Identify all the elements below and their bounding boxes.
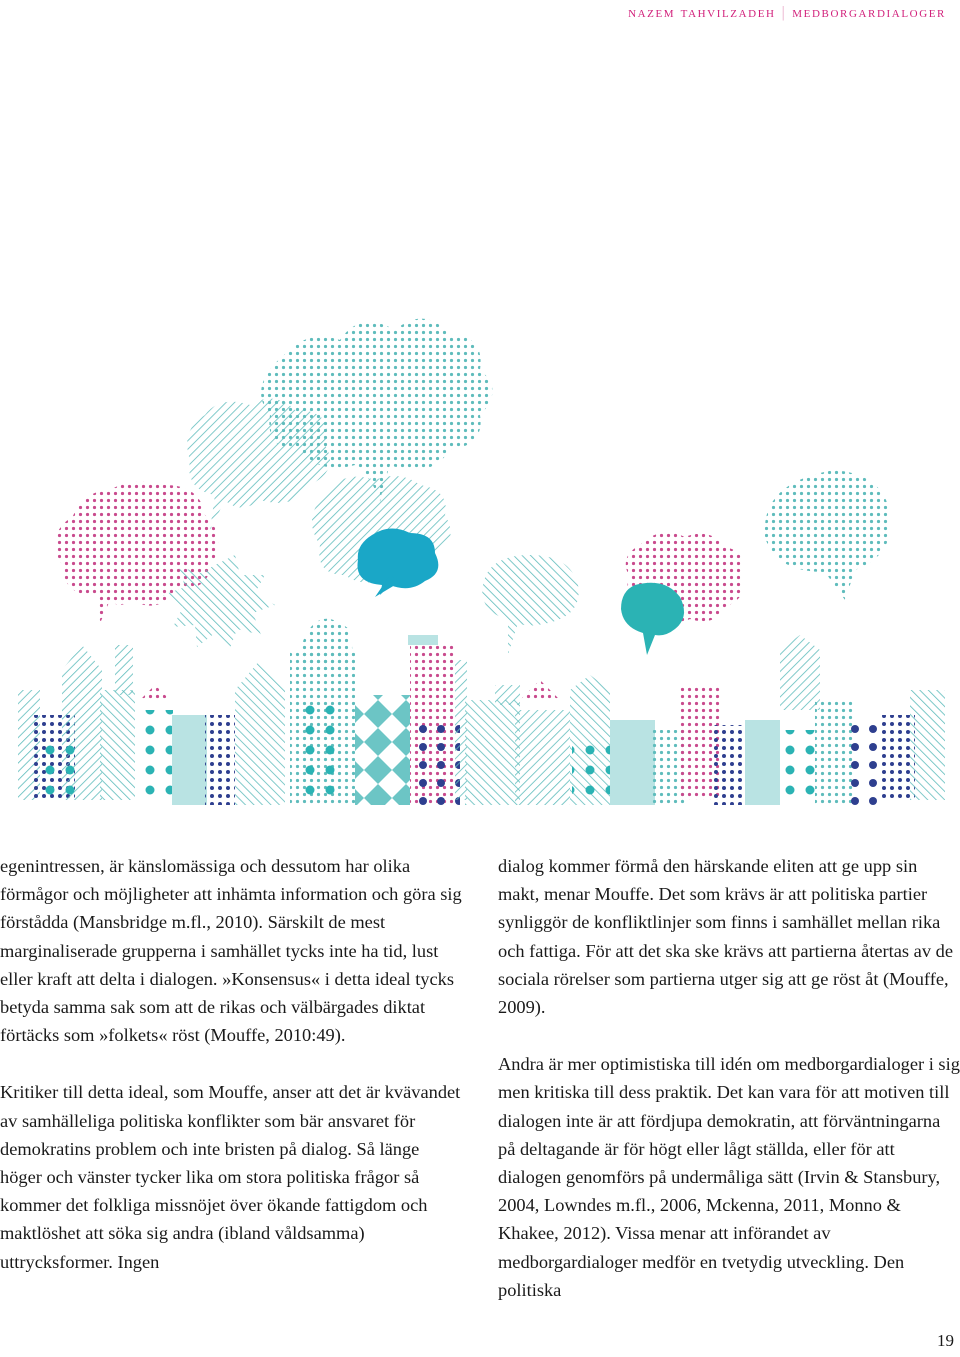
- header-title: medborgardialoger: [792, 4, 946, 21]
- building: [115, 645, 133, 695]
- left-paragraph-2: Kritiker till detta ideal, som Mouffe, anser att det är kvävandet av samhälleliga politiska konflikter som bär ansvaret för demokratins problem och inte bristen på dialog. Så länge höger och vänster tycker lika om stora politiska frågor så kommer det folkliga missnöjet över ökande fattigdom och maktlöshet att söka sig andra (ibland våldsamma) uttrycksformer. Ingen: [0, 1082, 461, 1272]
- page-number: 19: [937, 1331, 954, 1350]
- building: [140, 685, 170, 700]
- building: [205, 715, 235, 805]
- building: [172, 715, 207, 805]
- building: [235, 660, 285, 805]
- building: [815, 700, 855, 805]
- running-head: [628, 4, 946, 22]
- building: [780, 635, 820, 710]
- building: [355, 695, 410, 805]
- building: [40, 740, 80, 805]
- building: [910, 690, 945, 800]
- left-paragraph-1: egenintressen, är känslomässiga och dessutom har olika förmågor och möjligheter att inhämta information och göra sig förstådda (Mansbridge m.fl., 2010). Särskilt de mest marginaliserade grupperna i samhället tycks inte ha tid, lust eller kraft att delta i dialogen. »Konsensus« i detta ideal tycks betyda samma sak som att de rikas och välbärgades diktat förtäcks som »folkets« röst (Mouffe, 2010:49).: [0, 856, 462, 1046]
- speech-bubble-solid-teal: [621, 583, 684, 655]
- building: [850, 720, 885, 805]
- speech-bubble-round-teal: [482, 555, 578, 655]
- left-column: [0, 852, 462, 1276]
- building: [650, 730, 685, 805]
- speech-bubbles: [55, 319, 891, 655]
- building: [495, 685, 520, 705]
- building: [295, 695, 345, 805]
- building: [408, 635, 438, 645]
- building: [410, 720, 460, 805]
- building: [745, 720, 780, 805]
- building: [780, 730, 820, 805]
- building: [100, 690, 135, 800]
- building: [880, 715, 915, 800]
- building: [465, 700, 520, 805]
- right-column: [498, 852, 960, 1304]
- building: [138, 710, 173, 805]
- header-author: nazem tahvilzadeh: [628, 4, 776, 21]
- building: [515, 710, 570, 805]
- city-skyline: [18, 619, 945, 805]
- speech-bubble-large-dotted-right: [765, 470, 891, 600]
- building: [710, 725, 750, 805]
- right-paragraph-2: Andra är mer optimistiska till idén om medborgardialoger i sig men kritiska till dess praktik. Det kan vara för att motiven till dialogen inte är att fördjupa demokratin, att förväntningarna på deltagande är för högt eller lågt ställda, eller för att dialogen genomförs på undermåliga sätt (Irvin & Stansbury, 2004, Lowndes m.fl., 2006, Mckenna, 2011, Monno & Khakee, 2012). Vissa menar att införandet av medborgardialoger medför en tvetydig utveckling. Den politiska: [498, 1054, 960, 1300]
- speech-bubble-hatched-left: [187, 399, 330, 530]
- header-separator: |: [781, 4, 787, 21]
- city-speech-bubbles-illustration: [0, 300, 960, 820]
- speech-bubble-starburst: [163, 555, 275, 651]
- speech-bubble-solid-cyan: [358, 528, 439, 595]
- building: [520, 680, 560, 700]
- building: [610, 720, 655, 805]
- right-paragraph-1: dialog kommer förmå den härskande eliten att ge upp sin makt, menar Mouffe. Det som krävs är att politiska partier synliggör de konfliktlinjer som finns i samhället mellan rika och fattiga. För att det ska ske krävs att partierna återtas av de sociala rörelser som partierna utger sig att ge röst åt (Mouffe, 2009).: [498, 856, 953, 1018]
